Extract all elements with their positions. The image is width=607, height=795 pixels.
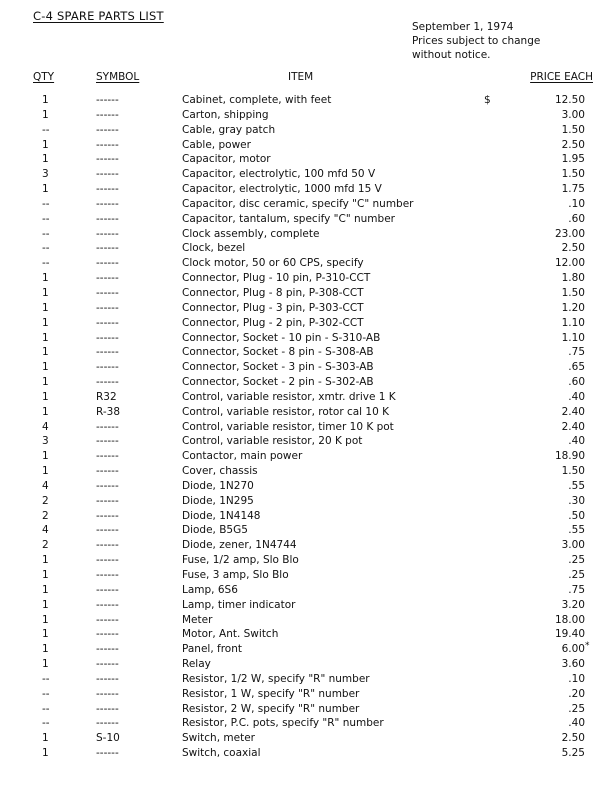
table-row <box>0 182 607 197</box>
symbol-cell: ------ <box>96 687 119 700</box>
symbol-cell: ------ <box>96 465 119 478</box>
table-row <box>0 464 607 479</box>
table-row <box>0 598 607 613</box>
qty-cell: 1 <box>42 450 49 463</box>
symbol-cell: ------ <box>96 747 119 760</box>
item-cell: Control, variable resistor, xmtr. drive 1 K <box>182 390 396 403</box>
table-row <box>0 746 607 761</box>
item-cell: Fuse, 3 amp, Slo Blo <box>182 569 289 581</box>
symbol-cell: ------ <box>96 197 119 210</box>
column-header-symbol: SYMBOL <box>96 71 140 83</box>
item-cell: Resistor, 1 W, specify "R" number <box>182 687 360 700</box>
table-row <box>0 316 607 331</box>
table-row <box>0 627 607 642</box>
symbol-cell: ------ <box>96 435 119 448</box>
symbol-cell: ------ <box>96 702 119 715</box>
price-cell: 1.50 <box>561 123 585 136</box>
price-cell: .40 <box>568 717 585 730</box>
symbol-cell: ------ <box>96 628 119 641</box>
table-row <box>0 108 607 123</box>
item-cell: Switch, coaxial <box>182 747 261 760</box>
item-cell: Motor, Ant. Switch <box>182 628 279 641</box>
table-row <box>0 538 607 553</box>
price-cell: .25 <box>568 702 585 715</box>
qty-cell: -- <box>42 672 50 685</box>
item-cell: Switch, meter <box>182 732 255 745</box>
price-cell: 18.90 <box>554 450 585 463</box>
item-cell: Capacitor, electrolytic, 1000 mfd 15 V <box>182 183 382 196</box>
symbol-cell: ------ <box>96 138 119 151</box>
table-row <box>0 345 607 360</box>
table-row <box>0 390 607 405</box>
item-cell: Clock, bezel <box>182 242 246 255</box>
item-cell: Diode, B5G5 <box>182 524 248 537</box>
table-row <box>0 212 607 227</box>
symbol-cell: S-10 <box>96 732 120 745</box>
symbol-cell: ------ <box>96 450 119 463</box>
symbol-cell: ------ <box>96 598 119 611</box>
table-row <box>0 375 607 390</box>
price-cell: 2.50 <box>561 242 585 255</box>
item-cell: Lamp, timer indicator <box>182 598 296 611</box>
item-cell: Connector, Plug - 3 pin, P-303-CCT <box>182 301 364 314</box>
item-cell: Diode, 1N4148 <box>182 509 261 522</box>
symbol-cell: ------ <box>96 554 119 567</box>
table-row <box>0 360 607 375</box>
item-cell: Relay <box>182 658 211 671</box>
symbol-cell: ------ <box>96 153 119 166</box>
column-header-qty: QTY <box>33 71 55 83</box>
qty-cell: 2 <box>42 539 49 552</box>
item-cell: Diode, 1N295 <box>182 494 254 507</box>
symbol-cell: ------ <box>96 108 119 121</box>
table-row <box>0 167 607 182</box>
symbol-cell: ------ <box>96 168 119 181</box>
item-cell: Control, variable resistor, 20 K pot <box>182 435 363 448</box>
notice-date: September 1, 1974 <box>412 21 514 33</box>
price-cell: 12.00 <box>554 257 585 270</box>
qty-cell: 1 <box>42 301 49 314</box>
table-row <box>0 716 607 731</box>
symbol-cell: ------ <box>96 479 119 492</box>
price-cell: .55 <box>568 524 585 537</box>
table-row <box>0 301 607 316</box>
item-cell: Control, variable resistor, rotor cal 10 K <box>182 405 390 418</box>
qty-cell: -- <box>42 687 50 700</box>
symbol-cell: ------ <box>96 509 119 522</box>
price-cell: .60 <box>568 212 585 225</box>
qty-cell: 1 <box>42 658 49 671</box>
item-cell: Connector, Plug - 2 pin, P-302-CCT <box>182 316 364 329</box>
qty-cell: 1 <box>42 138 49 151</box>
table-row <box>0 672 607 687</box>
price-cell: 1.10 <box>561 331 585 344</box>
symbol-cell: ------ <box>96 286 119 299</box>
item-cell: Connector, Plug - 10 pin, P-310-CCT <box>182 272 371 285</box>
item-cell: Cabinet, complete, with feet <box>182 94 332 106</box>
price-cell: 2.40 <box>561 405 585 418</box>
symbol-cell: ------ <box>96 242 119 255</box>
item-cell: Cable, power <box>182 138 251 151</box>
price-cell: .20 <box>568 687 585 700</box>
symbol-cell: ------ <box>96 524 119 537</box>
symbol-cell: ------ <box>96 257 119 270</box>
item-cell: Diode, 1N270 <box>182 479 254 492</box>
qty-cell: -- <box>42 702 50 715</box>
qty-cell: 1 <box>42 583 49 596</box>
qty-cell: 1 <box>42 376 49 389</box>
item-cell: Capacitor, electrolytic, 100 mfd 50 V <box>182 168 376 181</box>
price-cell: .25 <box>568 569 585 581</box>
price-cell: .50 <box>568 509 585 522</box>
table-row <box>0 331 607 346</box>
qty-cell: 1 <box>42 747 49 760</box>
qty-cell: 1 <box>42 628 49 641</box>
qty-cell: 1 <box>42 153 49 166</box>
qty-cell: 1 <box>42 108 49 121</box>
symbol-cell: ------ <box>96 376 119 389</box>
item-cell: Clock assembly, complete <box>182 227 320 240</box>
qty-cell: 1 <box>42 272 49 285</box>
price-cell: 1.20 <box>561 301 585 314</box>
qty-cell: -- <box>42 257 50 270</box>
qty-cell: -- <box>42 197 50 210</box>
price-cell: 3.20 <box>561 598 585 611</box>
item-cell: Fuse, 1/2 amp, Slo Blo <box>182 554 299 567</box>
price-cell: .10 <box>568 672 585 685</box>
symbol-cell: ------ <box>96 583 119 596</box>
item-cell: Control, variable resistor, timer 10 K pot <box>182 420 394 433</box>
table-row <box>0 583 607 598</box>
price-cell: 3.00 <box>561 108 585 121</box>
column-header-price: PRICE EACH <box>530 71 593 83</box>
price-cell: 3.60 <box>561 658 585 671</box>
price-cell: .60 <box>568 376 585 389</box>
item-cell: Meter <box>182 613 213 626</box>
price-cell: 1.50 <box>561 168 585 181</box>
parts-table <box>0 93 607 761</box>
qty-cell: 3 <box>42 168 49 181</box>
table-row <box>0 702 607 717</box>
price-cell: 12.50 <box>554 94 585 106</box>
item-cell: Connector, Socket - 10 pin - S-310-AB <box>182 331 381 344</box>
item-cell: Contactor, main power <box>182 450 303 463</box>
item-cell: Connector, Socket - 8 pin - S-308-AB <box>182 346 374 359</box>
qty-cell: -- <box>42 717 50 730</box>
price-cell: 6.00 <box>561 643 585 656</box>
price-cell: .75 <box>568 346 585 359</box>
price-notice <box>412 20 540 62</box>
price-cell: 19.40 <box>554 628 585 641</box>
qty-cell: 1 <box>42 643 49 656</box>
symbol-cell: ------ <box>96 494 119 507</box>
qty-cell: 1 <box>42 569 49 581</box>
qty-cell: 1 <box>42 598 49 611</box>
item-cell: Connector, Socket - 2 pin - S-302-AB <box>182 376 374 389</box>
price-cell: .75 <box>568 583 585 596</box>
price-cell: 1.10 <box>561 316 585 329</box>
table-row <box>0 241 607 256</box>
table-row <box>0 613 607 628</box>
symbol-cell: ------ <box>96 672 119 685</box>
qty-cell: -- <box>42 242 50 255</box>
symbol-cell: ------ <box>96 569 119 581</box>
price-cell: 1.95 <box>561 153 585 166</box>
symbol-cell: ------ <box>96 94 119 106</box>
item-cell: Lamp, 6S6 <box>182 583 238 596</box>
price-cell: 3.00 <box>561 539 585 552</box>
qty-cell: 3 <box>42 435 49 448</box>
table-row <box>0 657 607 672</box>
table-row <box>0 138 607 153</box>
item-cell: Diode, zener, 1N4744 <box>182 539 297 552</box>
table-row <box>0 642 607 657</box>
qty-cell: 1 <box>42 94 49 106</box>
item-cell: Cover, chassis <box>182 465 258 478</box>
table-row <box>0 197 607 212</box>
item-cell: Capacitor, motor <box>182 153 271 166</box>
qty-cell: 4 <box>42 420 49 433</box>
symbol-cell: ------ <box>96 272 119 285</box>
price-cell: 2.50 <box>561 138 585 151</box>
symbol-cell: ------ <box>96 643 119 656</box>
qty-cell: 1 <box>42 346 49 359</box>
currency-cell: $ <box>484 94 491 106</box>
table-row <box>0 731 607 746</box>
price-cell: 1.75 <box>561 183 585 196</box>
price-cell: .30 <box>568 494 585 507</box>
price-note-mark: * <box>585 641 590 652</box>
table-header <box>0 71 607 85</box>
qty-cell: 4 <box>42 479 49 492</box>
table-row <box>0 420 607 435</box>
notice-line-2: without notice. <box>412 49 491 61</box>
price-cell: 18.00 <box>554 613 585 626</box>
price-cell: .40 <box>568 390 585 403</box>
notice-line-1: Prices subject to change <box>412 35 541 47</box>
qty-cell: 1 <box>42 465 49 478</box>
table-row <box>0 286 607 301</box>
item-cell: Capacitor, disc ceramic, specify "C" number <box>182 197 414 210</box>
table-row <box>0 405 607 420</box>
column-header-item: ITEM <box>288 71 314 83</box>
item-cell: Resistor, 1/2 W, specify "R" number <box>182 672 370 685</box>
qty-cell: 1 <box>42 331 49 344</box>
table-row <box>0 568 607 583</box>
item-cell: Resistor, P.C. pots, specify "R" number <box>182 717 384 730</box>
table-row <box>0 152 607 167</box>
symbol-cell: ------ <box>96 613 119 626</box>
qty-cell: -- <box>42 212 50 225</box>
qty-cell: 1 <box>42 316 49 329</box>
price-cell: 1.80 <box>561 272 585 285</box>
table-row <box>0 687 607 702</box>
table-row <box>0 434 607 449</box>
qty-cell: 1 <box>42 405 49 418</box>
table-row <box>0 523 607 538</box>
symbol-cell: ------ <box>96 420 119 433</box>
price-cell: 2.40 <box>561 420 585 433</box>
symbol-cell: ------ <box>96 316 119 329</box>
symbol-cell: R32 <box>96 390 117 403</box>
item-cell: Connector, Socket - 3 pin - S-303-AB <box>182 361 374 374</box>
table-row <box>0 479 607 494</box>
symbol-cell: ------ <box>96 539 119 552</box>
symbol-cell: ------ <box>96 361 119 374</box>
price-cell: .65 <box>568 361 585 374</box>
symbol-cell: R-38 <box>96 405 121 418</box>
symbol-cell: ------ <box>96 227 119 240</box>
symbol-cell: ------ <box>96 717 119 730</box>
qty-cell: 4 <box>42 524 49 537</box>
qty-cell: -- <box>42 123 50 136</box>
qty-cell: 2 <box>42 494 49 507</box>
symbol-cell: ------ <box>96 658 119 671</box>
qty-cell: 1 <box>42 554 49 567</box>
item-cell: Capacitor, tantalum, specify "C" number <box>182 212 395 225</box>
qty-cell: 1 <box>42 183 49 196</box>
symbol-cell: ------ <box>96 346 119 359</box>
symbol-cell: ------ <box>96 212 119 225</box>
table-row <box>0 256 607 271</box>
item-cell: Resistor, 2 W, specify "R" number <box>182 702 360 715</box>
item-cell: Clock motor, 50 or 60 CPS, specify <box>182 257 364 270</box>
symbol-cell: ------ <box>96 123 119 136</box>
table-row <box>0 227 607 242</box>
item-cell: Panel, front <box>182 643 242 656</box>
table-row <box>0 271 607 286</box>
item-cell: Connector, Plug - 8 pin, P-308-CCT <box>182 286 364 299</box>
price-cell: 2.50 <box>561 732 585 745</box>
qty-cell: 1 <box>42 286 49 299</box>
item-cell: Cable, gray patch <box>182 123 276 136</box>
price-cell: .40 <box>568 435 585 448</box>
qty-cell: 2 <box>42 509 49 522</box>
symbol-cell: ------ <box>96 301 119 314</box>
table-row <box>0 449 607 464</box>
symbol-cell: ------ <box>96 183 119 196</box>
page-title: C-4 SPARE PARTS LIST <box>33 9 164 23</box>
price-cell: .10 <box>568 197 585 210</box>
table-row <box>0 123 607 138</box>
qty-cell: 1 <box>42 732 49 745</box>
table-row <box>0 553 607 568</box>
price-cell: 5.25 <box>561 747 585 760</box>
qty-cell: 1 <box>42 613 49 626</box>
symbol-cell: ------ <box>96 331 119 344</box>
item-cell: Carton, shipping <box>182 108 269 121</box>
price-cell: .25 <box>568 554 585 567</box>
price-cell: 1.50 <box>561 465 585 478</box>
qty-cell: 1 <box>42 390 49 403</box>
table-row <box>0 509 607 524</box>
qty-cell: -- <box>42 227 50 240</box>
price-cell: 23.00 <box>554 227 585 240</box>
price-cell: .55 <box>568 479 585 492</box>
table-row <box>0 494 607 509</box>
qty-cell: 1 <box>42 361 49 374</box>
price-cell: 1.50 <box>561 286 585 299</box>
table-row <box>0 93 607 108</box>
